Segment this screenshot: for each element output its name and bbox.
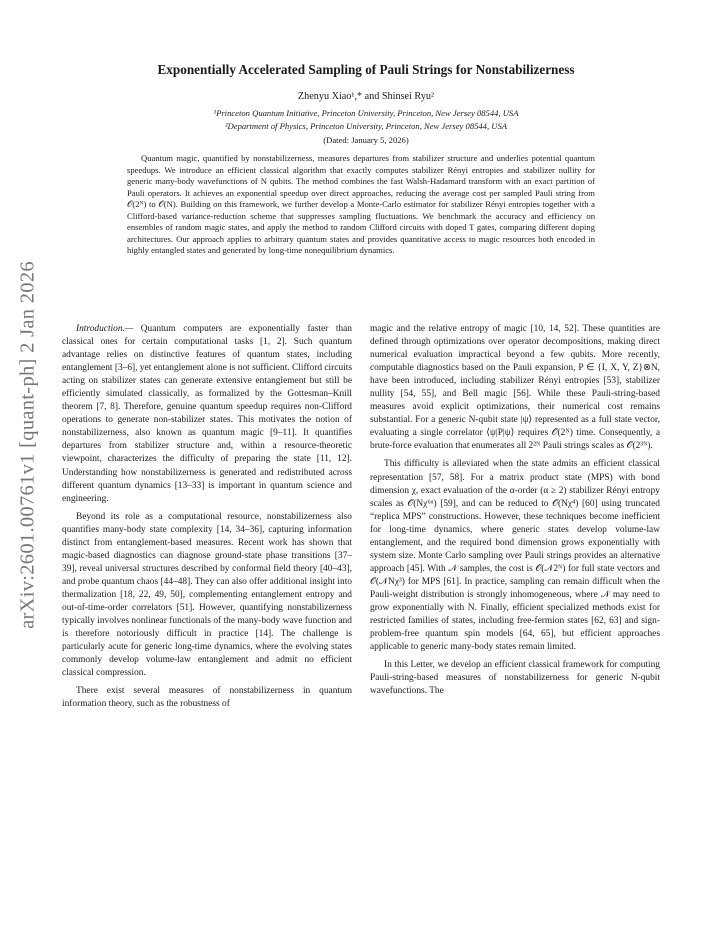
left-column — [62, 323, 352, 716]
paragraph: Beyond its role as a computational resource, nonstabilizerness also quantifies many-body state complexity [14, 34–36], capturing information distinct from entanglement-based measures. Recent work has shown that magic-based diagnostics can diagnose ground-state phase transitions [37–39], reveal universal structures described by conformal field theory [40–43], and probe quantum chaos [44–48]. They can also offer additional insight into thermalization [18, 22, 49, 50], complementing entanglement entropy and out-of-time-order correlators [51]. However, quantifying nonstabilizerness typically involves nonlinear functionals of the many-body wave function and is therefore notoriously difficult in practice [14]. The challenge is particularly acute for generic long-time dynamics, where the evolving states commonly develop volume-law entanglement and admit no efficient classical compression. — [62, 511, 352, 679]
paragraph: magic and the relative entropy of magic [10, 14, 52]. These quantities are defined through optimizations over operator decompositions, making direct numerical evaluation impractical beyond a few qubits. More recently, computable diagnostics based on the Pauli expansion, P ∈ {I, X, Y, Z}⊗N, have been introduced, including stabilizer Rényi entropies [53], stabilizer nullity [54, 55], and Bell magic [56]. While these Pauli-string-based measures avoid explicit optimizations, their numerical cost remains substantial. For a generic N-qubit state |ψ⟩ represented as a full state vector, evaluating a single correlator ⟨ψ|P|ψ⟩ requires 𝒪(2ᴺ) time. Consequently, a brute-force evaluation that enumerates all 2²ᴺ Pauli strings scales as 𝒪(2³ᴺ). — [370, 324, 660, 452]
intro-label: Introduction.— — [76, 324, 134, 334]
affiliation-1: ¹Princeton Quantum Initiative, Princeton University, Princeton, New Jersey 08544, USA — [213, 108, 519, 118]
paper-title: Exponentially Accelerated Sampling of Pauli Strings for Nonstabilizerness — [157, 62, 575, 77]
paragraph: This difficulty is alleviated when the state admits an efficient classical representation [57, 58]. For a matrix product state (MPS) with bond dimension χ, exact evaluation of the α-order (α ≥ 2) stabilizer Rényi entropy scales as 𝒪(Nχ⁶ᵅ) [59], and can be reduced to 𝒪(Nχ⁴) [60] using truncated “replica MPS” constructions. However, these techniques become inefficient for long-time dynamics, where generic states develop volume-law entanglement, and the required bond dimension grows exponentially with system size. Monte Carlo sampling over Pauli strings provides an alternative approach [45]. With 𝒩 samples, the cost is 𝒪(𝒩2ᴺ) for full state vectors and 𝒪(𝒩Nχ³) for MPS [61]. In practice, sampling can remain difficult when the Pauli-weight distribution is strongly inhomogeneous, where 𝒩 may need to grow exponentially with N. Finally, efficient specialized methods exist for restricted families of states, including free-fermion states [62, 63] and sign-problem-free quantum spin models [64, 65], but efficient approaches applicable to generic many-body states remain limited. — [370, 459, 660, 653]
abstract: Quantum magic, quantified by nonstabilizerness, measures departures from stabilizer structure and underlies potential quantum speedups. We introduce an efficient classical algorithm that exactly computes stabilizer Rényi entropies and stabilizer nullity for generic many-body wavefunctions of N qubits. The method combines the fast Walsh-Hadamard transform with an exact partition of Pauli operators. It achieves an exponential speedup over direct approaches, reducing the average cost per sampled Pauli string from 𝒪(2ᴺ) to 𝒪(N). Building on this framework, we further develop a Monte-Carlo estimator for stabilizer Rényi entropies together with a Clifford-based variance-reduction scheme that suppresses sampling fluctuations. We benchmark the accuracy and efficiency on ensembles of random magic states, and apply the method to random Clifford circuits with doped T gates, comparing different doping architectures. Our approach applies to arbitrary quantum states and provides quantitative access to magic resources both encoded in highly entangled states and generated by long-time nonequilibrium dynamics. — [127, 153, 595, 256]
right-column — [370, 323, 660, 703]
intro-paragraph — [62, 323, 352, 506]
date-line: (Dated: January 5, 2026) — [323, 135, 409, 145]
intro-text: Quantum computers are exponentially faster than classical ones for certain computational tasks [1, 2]. Such quantum advantage relies on distinctive features of quantum states, including entanglement [3–6], yet entanglement alone is not sufficient. Clifford circuits acting on stabilizer states can generate extensive entanglement but still be efficiently simulated classically, as formalized by the Gottesman–Knill theorem [7, 8]. Therefore, genuine quantum speedup requires non-Clifford operations to generate non-stabilizer states. This motivates the notion of nonstabilizerness, also known as quantum magic [9–11]. It quantifies departures from stabilizer structure and, within a resource-theoretic viewpoint, characterizes the difficulty of preparing the state [11, 12]. Understanding how nonstabilizerness is generated and redistributed across different quantum dynamics [13–33] is important in quantum science and engineering. — [62, 324, 352, 504]
arxiv-sidebar — [8, 255, 48, 635]
paragraph: In this Letter, we develop an efficient classical framework for computing Pauli-string-based measures of nonstabilizerness for generic N-qubit wavefunctions. The — [370, 660, 660, 697]
author-list: Zhenyu Xiao¹,* and Shinsei Ryu² — [297, 91, 435, 102]
paragraph: There exist several measures of nonstabilizerness in quantum information theory, such as the robustness of — [62, 686, 352, 710]
arxiv-identifier: arXiv:2601.00761v1 [quant-ph] 2 Jan 2026 — [16, 261, 39, 629]
affiliation-2: ²Department of Physics, Princeton University, Princeton, New Jersey 08544, USA — [224, 121, 508, 131]
